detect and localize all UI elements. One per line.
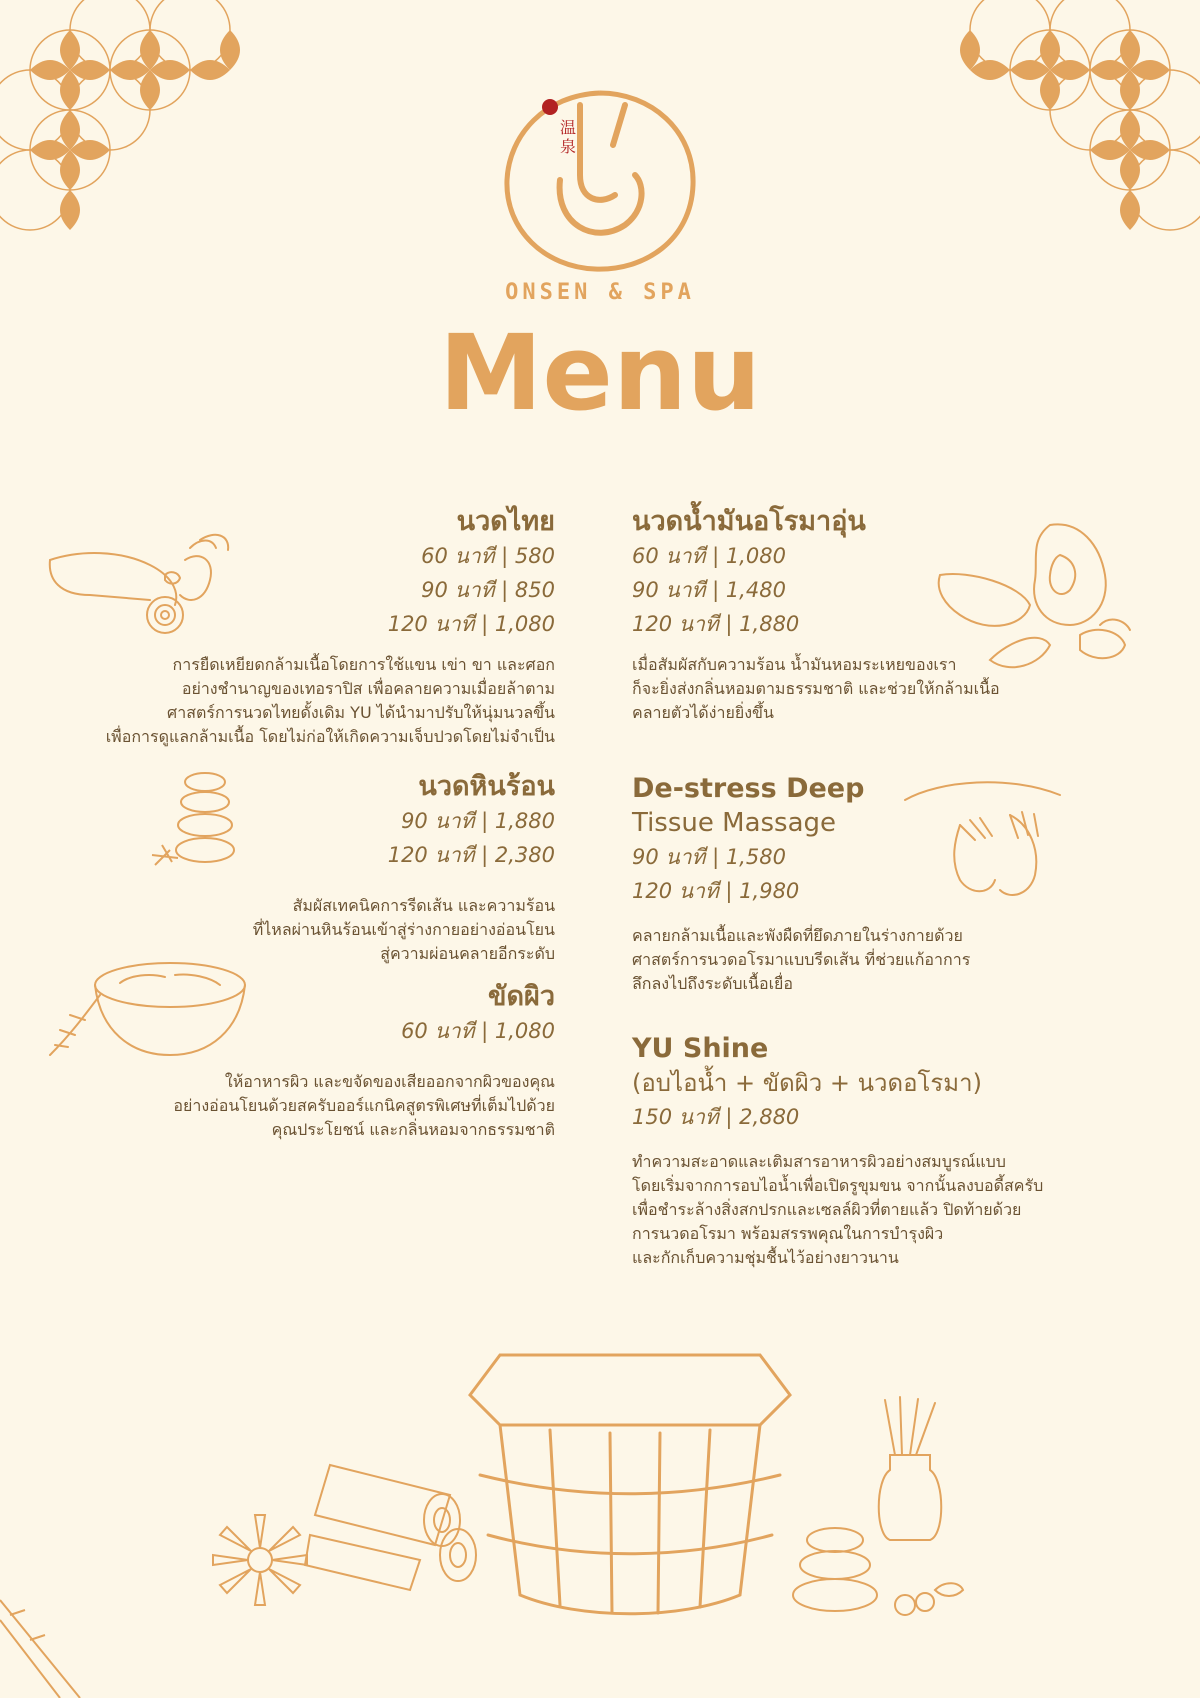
petal-pattern-top-left-icon xyxy=(0,0,270,270)
price-line: 120 นาที | 1,080 xyxy=(387,612,555,636)
price-line: 120 นาที | 1,980 xyxy=(632,879,800,903)
price-line: 120 นาที | 2,380 xyxy=(387,843,555,867)
bath-bucket-icon xyxy=(460,1345,800,1630)
petal-pattern-top-right-icon xyxy=(930,0,1200,270)
service-title: De-stress Deep xyxy=(632,773,865,804)
service-aroma xyxy=(632,505,1052,725)
service-subtitle: Tissue Massage xyxy=(632,808,837,838)
service-scrub xyxy=(100,980,555,1142)
price-line: 90 นาที | 1,880 xyxy=(401,809,555,833)
towel-rolls-icon xyxy=(300,1455,490,1595)
price-line: 90 นาที | 1,480 xyxy=(632,578,786,602)
service-thai xyxy=(100,505,555,749)
page-title: Menu xyxy=(438,312,762,434)
brand-name: ONSEN & SPA xyxy=(505,280,695,305)
service-description: ทำความสะอาดและเติมสารอาหารผิวอย่างสมบูรณ์แบบ โดยเริ่มจากการอบไอน้ำเพื่อเปิดรูขุมขน จากนั้นลงบอดี้สครับ เพื่อชำระล้างสิ่งสกปรกและเซลล์ผิวที่ตายแล้ว ปิดท้ายด้วย การนวดอโรมา พร้อมสรรพคุณในการบำรุงผิว และกักเก็บความชุ่มชื้นไว้อย่างยาวนาน xyxy=(632,1152,1044,1267)
price-line: 120 นาที | 1,880 xyxy=(632,612,800,636)
logo-icon xyxy=(495,85,705,275)
service-description: สัมผัสเทคนิคการรีดเส้น และความร้อน ที่ไหลผ่านหินร้อนเข้าสู่ร่างกายอย่างอ่อนโยน สู่ความผ่อนคลายอีกระดับ xyxy=(252,896,555,963)
service-title: YU Shine xyxy=(632,1033,769,1064)
service-destress xyxy=(632,772,1052,996)
bamboo-icon xyxy=(0,1590,90,1698)
service-title: นวดไทย xyxy=(456,506,555,537)
service-description: การยืดเหยียดกล้ามเนื้อโดยการใช้แขน เข่า ขา และศอก อย่างชำนาญของเทอราปิส เพื่อคลายความเมื่อยล้าตาม ศาสตร์การนวดไทยดั้งเดิม YU ได้นำมาปรับให้นุ่มนวลขึ้น เพื่อการดูแลกล้ามเนื้อ โดยไม่ก่อให้เกิดความเจ็บปวดโดยไม่จำเป็น xyxy=(105,655,555,746)
service-description: คลายกล้ามเนื้อและพังผืดที่ยึดภายในร่างกายด้วย ศาสตร์การนวดอโรมาแบบรีดเส้น ที่ช่วยแก้อาการ ลึกลงไปถึงระดับเนื้อเยื่อ xyxy=(632,926,971,993)
service-yu-shine xyxy=(632,1032,1072,1270)
price-line: 60 นาที | 1,080 xyxy=(401,1019,555,1043)
service-description: ให้อาหารผิว และขจัดของเสียออกจากผิวของคุณ อย่างอ่อนโยนด้วยสครับออร์แกนิคสูตรพิเศษที่เต็มไปด้วย คุณประโยชน์ และกลิ่นหอมจากธรรมชาติ xyxy=(173,1072,555,1139)
price-line: 150 นาที | 2,880 xyxy=(632,1105,800,1129)
price-line: 90 นาที | 1,580 xyxy=(632,845,786,869)
spa-stones-icon xyxy=(785,1520,965,1620)
flower-icon xyxy=(205,1510,315,1610)
logo-kanji: 温泉 xyxy=(560,118,577,156)
price-line: 90 นาที | 850 xyxy=(421,578,555,602)
price-line: 60 นาที | 1,080 xyxy=(632,544,786,568)
service-title: นวดน้ำมันอโรมาอุ่น xyxy=(632,506,866,537)
service-subtitle: (อบไอน้ำ + ขัดผิว + นวดอโรมา) xyxy=(632,1069,982,1097)
service-hot-stone xyxy=(100,770,555,966)
service-title: ขัดผิว xyxy=(488,981,555,1012)
service-title: นวดหินร้อน xyxy=(418,771,555,802)
price-line: 60 นาที | 580 xyxy=(421,544,555,568)
service-description: เมื่อสัมผัสกับความร้อน น้ำมันหอมระเหยของเรา ก็จะยิ่งส่งกลิ่นหอมตามธรรมชาติ และช่วยให้กล้ามเนื้อ คลายตัวได้ง่ายยิ่งขึ้น xyxy=(632,655,1000,722)
